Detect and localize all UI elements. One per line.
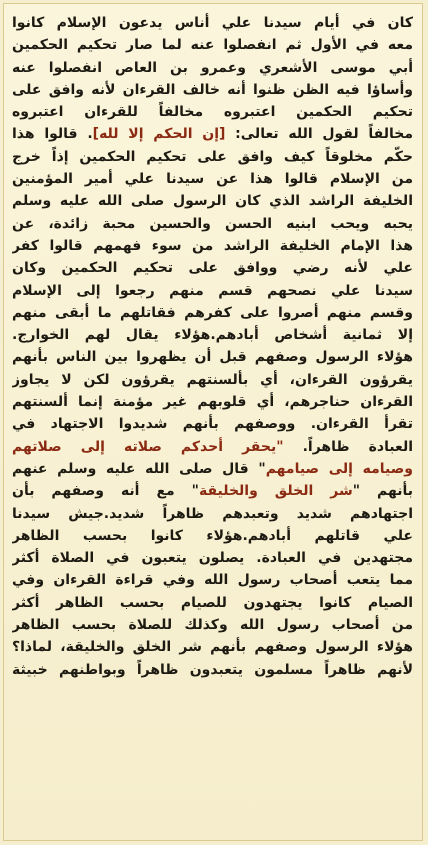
highlighted-quote: شر الخلق والخليقة (198, 483, 353, 500)
highlighted-quote: "يحقر أحدكم صلاته إلى صلاتهم (12, 438, 284, 455)
article-line (12, 168, 413, 190)
page-frame (3, 3, 423, 841)
line-text: العبادة ظاهراً. (283, 438, 413, 455)
article-line (12, 391, 413, 413)
line-text: هذا الإمام الخليفة الراشد من سوء فهمهم قالوا كفر (12, 237, 413, 254)
article-line (12, 369, 413, 391)
line-text: لأنهم ظاهراً مسلمون يتعبدون ظاهراً وبواطنهم خبيثة (12, 661, 413, 678)
line-text: وقسم منهم أصروا على كفرهم فقاتلهم ما أبقى منهم (12, 304, 413, 321)
article-line (12, 123, 413, 145)
line-text: علي لأنه رضي ووافق على تحكيم الحكمين وكان (12, 260, 413, 277)
article-line (12, 235, 413, 257)
article-body (12, 12, 413, 834)
line-text: حكّم مخلوقاً كيف وافق على تحكيم الحكمين إذاً خرج (12, 148, 413, 165)
article-line (12, 346, 413, 368)
line-text: يقرؤون القرءان، أي بألسنتهم يقرؤون لكن لا يجاوز (12, 371, 413, 388)
line-text: الصيام كانوا يجتهدون للصيام بحسب الظاهر أكثر (12, 594, 413, 611)
line-text: اجتهادهم شديد وتعبدهم ظاهراً شديد.جيش سيدنا (12, 505, 413, 522)
article-line (12, 34, 413, 56)
highlighted-quote: [إن الحكم إلا لله] (92, 126, 226, 143)
article-line (12, 569, 413, 591)
article-line (12, 146, 413, 168)
line-text: أبي موسى الأشعري وعمرو بن العاص انفصلوا عنه (12, 59, 413, 76)
line-text: إلا ثمانية أشخاص أبادهم.هؤلاء يقال لهم الخوارج. (12, 327, 413, 344)
article-line (12, 324, 413, 346)
line-text: كان في أيام سيدنا علي أناس يدعون الإسلام كانوا (12, 15, 413, 31)
line-text: القرءان حناجرهم، أي قلوبهم غير مؤمنة إنما ألسنتهم (12, 394, 413, 411)
line-text: معه في الأول ثم انفصلوا عنه لما صار تحكيم الحكمين (12, 37, 413, 54)
line-text: هؤلاء الرسول وصفهم بأنهم شر الخلق والخليقة، لماذا؟ (12, 639, 413, 656)
line-text: تحكيم الحكمين اعتبروه مخالفاً للقرءان اعتبروه (12, 104, 413, 121)
line-text: سيدنا علي نصحهم قسم منهم رجعوا إلى الإسلام (12, 282, 413, 299)
article-line (12, 413, 413, 435)
line-text: الخليفة الراشد الذي كان الرسول صلى الله عليه وسلم (12, 193, 413, 210)
article-line (12, 302, 413, 324)
line-text: مجتهدين في العبادة. يصلون يتعبون في الصلاة أكثر (12, 550, 413, 567)
line-text: من أصحاب رسول الله وكذلك للصلاة بحسب الظاهر (12, 617, 413, 634)
article-line (12, 547, 413, 569)
line-text: " مع أنه وصفهم بأن (12, 483, 199, 500)
article-line (12, 480, 413, 502)
article-line (12, 12, 413, 34)
line-text: مخالفاً لقول الله تعالى: (225, 126, 413, 143)
article-line (12, 257, 413, 279)
article-line (12, 280, 413, 302)
line-text: علي قاتلهم أبادهم.هؤلاء كانوا بحسب الظاهر (12, 527, 413, 544)
article-line (12, 57, 413, 79)
article-line (12, 190, 413, 212)
line-text: هؤلاء الرسول وصفهم قبل أن يظهروا بين الناس بأنهم (12, 349, 413, 366)
line-text: تقرأ القرءان. ووصفهم بأنهم شديدوا الاجتهاد في (12, 416, 413, 433)
article-line (12, 614, 413, 636)
article-line (12, 79, 413, 101)
article-line (12, 592, 413, 614)
article-line (12, 436, 413, 458)
line-text: من الإسلام قالوا هذا عن سيدنا علي أمير المؤمنين (12, 171, 413, 188)
line-text: وأساؤا فيه الظن ظنوا أنه خالف القرءان لأنه وافق على (12, 81, 413, 98)
article-line (12, 503, 413, 525)
article-line (12, 659, 413, 681)
line-text: " قال صلى الله عليه وسلم عنهم (12, 460, 266, 477)
article-line (12, 636, 413, 658)
line-text: يحبه ويحب ابنيه الحسن والحسين محبة زائدة، عن (12, 215, 413, 232)
article-line (12, 213, 413, 235)
line-text: . قالوا هذا (12, 126, 93, 143)
line-text: بأنهم " (352, 483, 413, 500)
article-line (12, 101, 413, 123)
line-text: مما يتعب أصحاب رسول الله وفي قراءة القرءان وفي (12, 572, 413, 589)
article-line (12, 525, 413, 547)
highlighted-quote: وصيامه إلى صيامهم (265, 460, 413, 477)
article-line (12, 458, 413, 480)
